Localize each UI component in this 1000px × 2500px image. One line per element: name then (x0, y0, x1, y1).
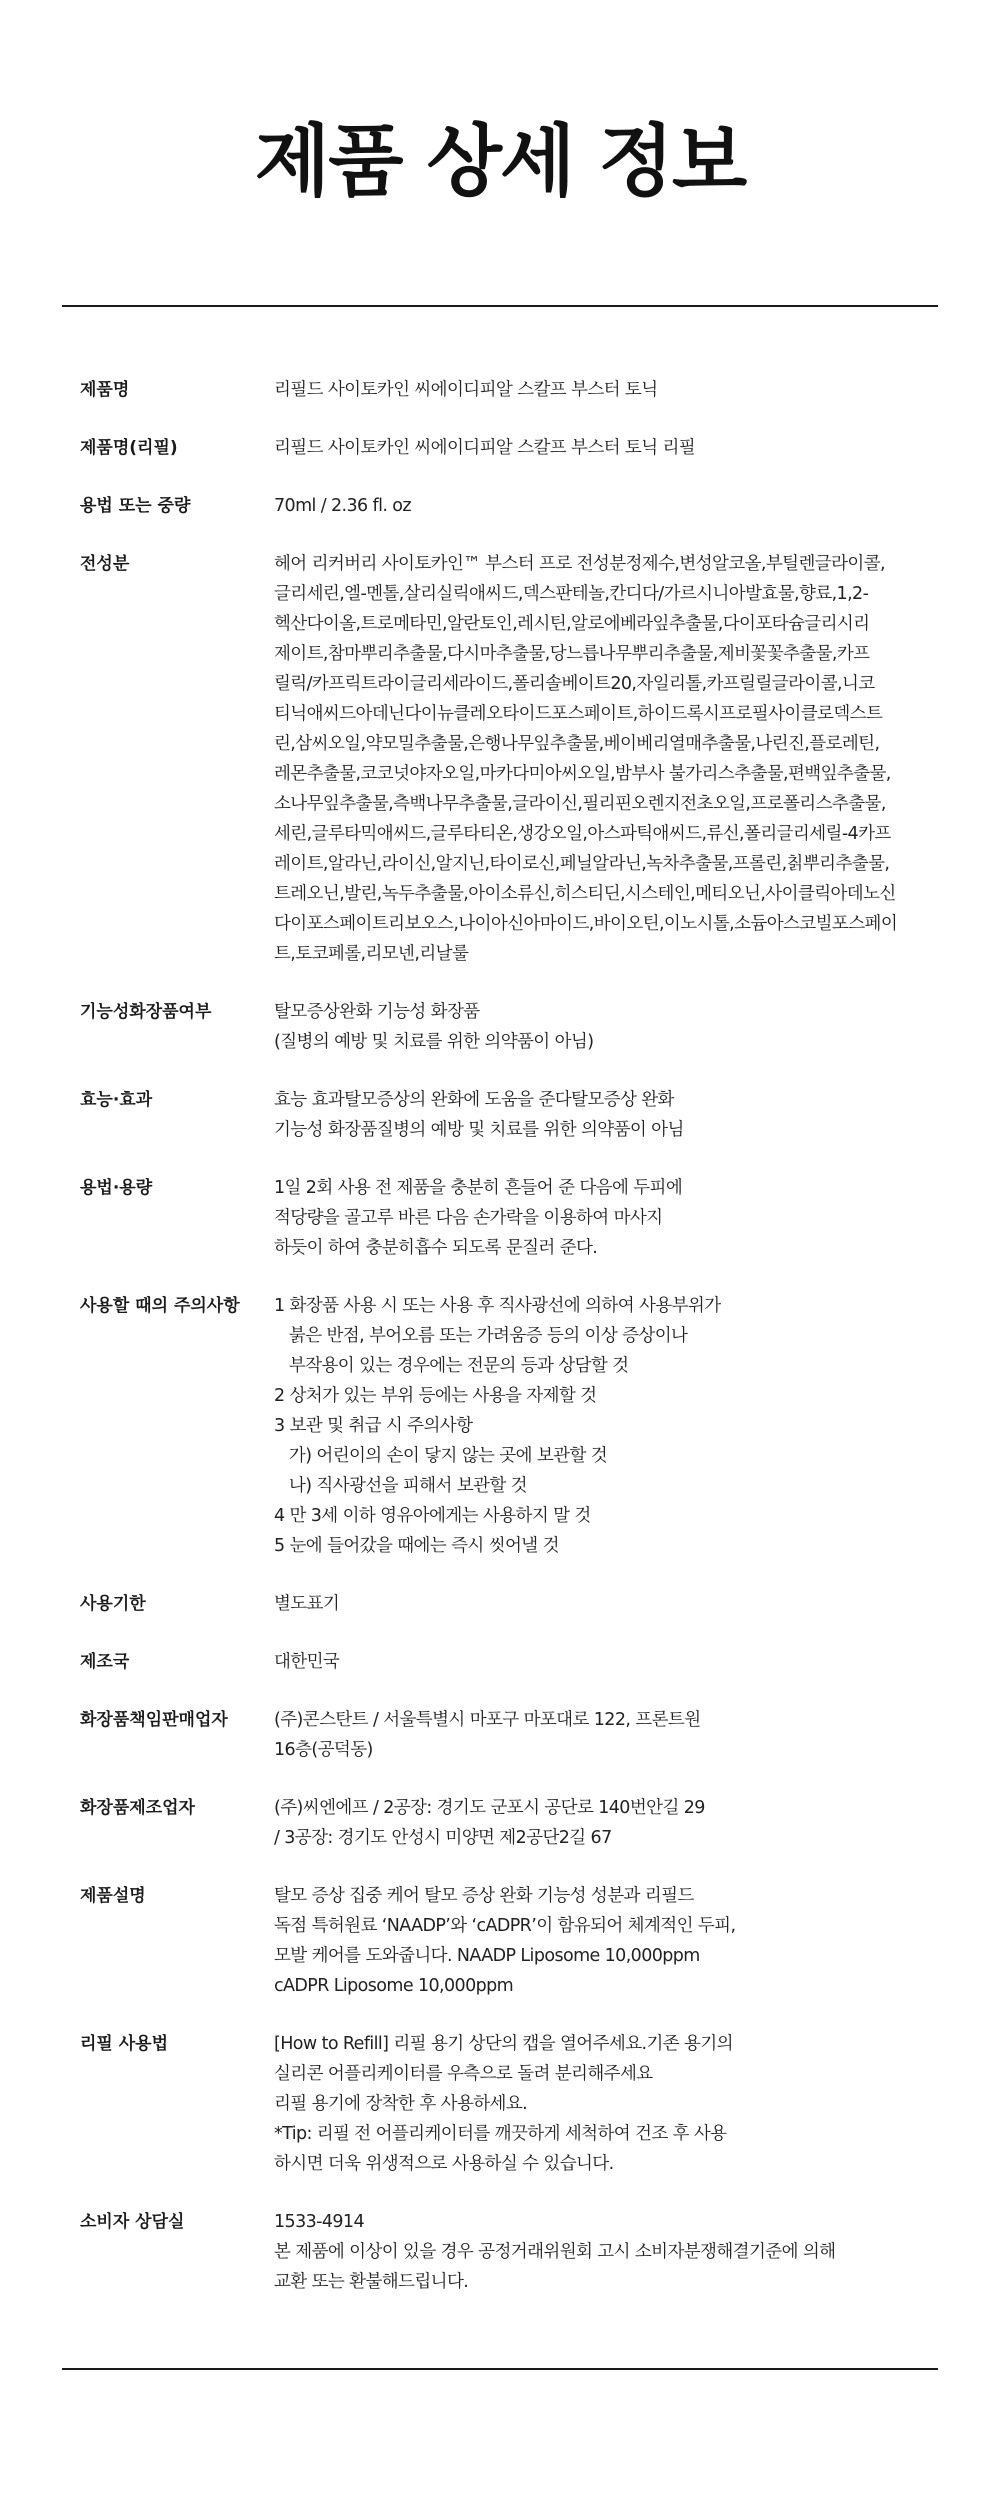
info-value: 1533-4914 본 제품에 이상이 있을 경우 공정거래위원회 고시 소비자분쟁해결기준에 의해 교환 또는 환불해드립니다. (274, 2212, 836, 2292)
bottom-divider (62, 2368, 938, 2370)
info-row (80, 1647, 940, 1677)
info-label: 제조국 (80, 1652, 130, 1672)
info-label: 제품설명 (80, 1886, 146, 1906)
info-row (80, 1173, 940, 1263)
info-value: 헤어 리커버리 사이토카인™ 부스터 프로 전성분정제수,변성알코올,부틸렌글라이콜, 글리세린,엘-멘톨,살리실릭애씨드,덱스판테놀,칸디다/가르시니아발효물,향료,1,2- 헥산다이올,트로메타민,알란토인,레시틴,알로에베라잎추출물,다이포타슘글리시리 제이트,참마뿌리추출물,다시마추출물,당느릅나무뿌리추출물,제비꽃꽃추출물,카프 릴릭/카프릭트라이글리세라이드,폴리솔베이트20,자일리톨,카프릴릴글라이콜,니코 티닉애씨드아데닌다이뉴클레오타이드포스페이트,하이드록시프로필사이클로덱스트 린,삼씨오일,약모밀추출물,은행나무잎추출물,베이베리열매추출물,나린진,플로레틴, 레몬추출물,코코넛야자오일,마카다미아씨오일,밤부사 불가리스추출물,편백잎추출물, 소나무잎추출물,측백나무추출물,글라이신,필리핀오렌지전초오일,프로폴리스추출물, 세린,글루타믹애씨드,글루타티온,생강오일,아스파틱애씨드,류신,폴리글리세릴-4카프 레이트,알라닌,라이신,알지닌,타이로신,페닐알라닌,녹차추출물,프롤린,칡뿌리추출물, 트레오닌,발린,녹두추출물,아이소류신,히스티딘,시스테인,메티오닌,사이클릭아데노신 다이포스페이트리보오스,나이아신아마이드,바이오틴,이노시톨,소듐아스코빌포스페이 트,토코페롤,리모넨,리날룰 (274, 554, 898, 964)
info-row (80, 1705, 940, 1765)
info-value: 1일 2회 사용 전 제품을 충분히 흔들어 준 다음에 두피에 적당량을 골고루 바른 다음 손가락을 이용하여 마사지 하듯이 하여 충분히흡수 되도록 문질러 준다. (274, 1178, 683, 1258)
info-value: (주)씨엔에프 / 2공장: 경기도 군포시 공단로 140번안길 29 / 3공장: 경기도 안성시 미양면 제2공단2길 67 (274, 1798, 705, 1848)
info-label: 제품명(리필) (80, 438, 178, 458)
info-value: 1 화장품 사용 시 또는 사용 후 직사광선에 의하여 사용부위가 붉은 반점, 부어오름 또는 가려움증 등의 이상 증상이나 부작용이 있는 경우에는 전문의 등과 상담할 것 2 상처가 있는 부위 등에는 사용을 자제할 것 3 보관 및 취급 시 주의사항 가) 어린이의 손이 닿지 않는 곳에 보관할 것 나) 직사광선을 피해서 보관할 것 4 만 3세 이하 영유아에게는 사용하지 말 것 5 눈에 들어갔을 때에는 즉시 씻어낼 것 (274, 1296, 721, 1556)
info-row (80, 1793, 940, 1853)
info-label: 사용할 때의 주의사항 (80, 1296, 240, 1316)
info-label: 제품명 (80, 380, 130, 400)
info-label: 화장품책임판매업자 (80, 1710, 228, 1730)
info-row (80, 375, 940, 405)
info-label: 용법 또는 중량 (80, 496, 191, 516)
info-row (80, 1085, 940, 1145)
info-label: 용법·용량 (80, 1178, 153, 1198)
info-value: 탈모증상완화 기능성 화장품 (질병의 예방 및 치료를 위한 의약품이 아님) (274, 1002, 594, 1052)
info-label: 효능·효과 (80, 1090, 153, 1110)
info-row (80, 549, 940, 969)
info-row (80, 997, 940, 1057)
info-row (80, 491, 940, 521)
info-value: 70ml / 2.36 fl. oz (274, 496, 411, 516)
info-label: 사용기한 (80, 1594, 146, 1614)
info-row (80, 2029, 940, 2179)
info-value: [How to Refill] 리필 용기 상단의 캡을 열어주세요.기존 용기의 실리콘 어플리케이터를 우측으로 돌려 분리해주세요 리필 용기에 장착한 후 사용하세요. *Tip: 리필 전 어플리케이터를 깨끗하게 세척하여 건조 후 사용 하시면 더욱 위생적으로 사용하실 수 있습니다. (274, 2034, 733, 2174)
info-label: 기능성화장품여부 (80, 1002, 212, 1022)
info-row (80, 433, 940, 463)
info-value: 효능 효과탈모증상의 완화에 도움을 준다탈모증상 완화 기능성 화장품질병의 예방 및 치료를 위한 의약품이 아님 (274, 1090, 684, 1140)
info-value: 탈모 증상 집중 케어 탈모 증상 완화 기능성 성분과 리필드 독점 특허원료 ‘NAADP’와 ‘cADPR’이 함유되어 체계적인 두피, 모발 케어를 도와줍니다. NAADP Liposome 10,000ppm cADPR Liposome 10,000ppm (274, 1886, 736, 1996)
info-value: 리필드 사이토카인 씨에이디피알 스칼프 부스터 토닉 리필 (274, 438, 696, 458)
info-table (80, 375, 940, 2325)
info-label: 소비자 상담실 (80, 2212, 185, 2232)
info-row (80, 1291, 940, 1561)
info-label: 전성분 (80, 554, 130, 574)
info-row (80, 2207, 940, 2297)
top-divider (62, 305, 938, 307)
info-label: 리필 사용법 (80, 2034, 169, 2054)
info-label: 화장품제조업자 (80, 1798, 195, 1818)
info-value: 별도표기 (274, 1594, 340, 1614)
info-value: 리필드 사이토카인 씨에이디피알 스칼프 부스터 토닉 (274, 380, 658, 400)
page-title: 제품 상세 정보 (254, 117, 746, 207)
info-value: 대한민국 (274, 1652, 340, 1672)
info-row (80, 1589, 940, 1619)
info-row (80, 1881, 940, 2001)
info-value: (주)콘스탄트 / 서울특별시 마포구 마포대로 122, 프론트원 16층(공덕동) (274, 1710, 701, 1760)
